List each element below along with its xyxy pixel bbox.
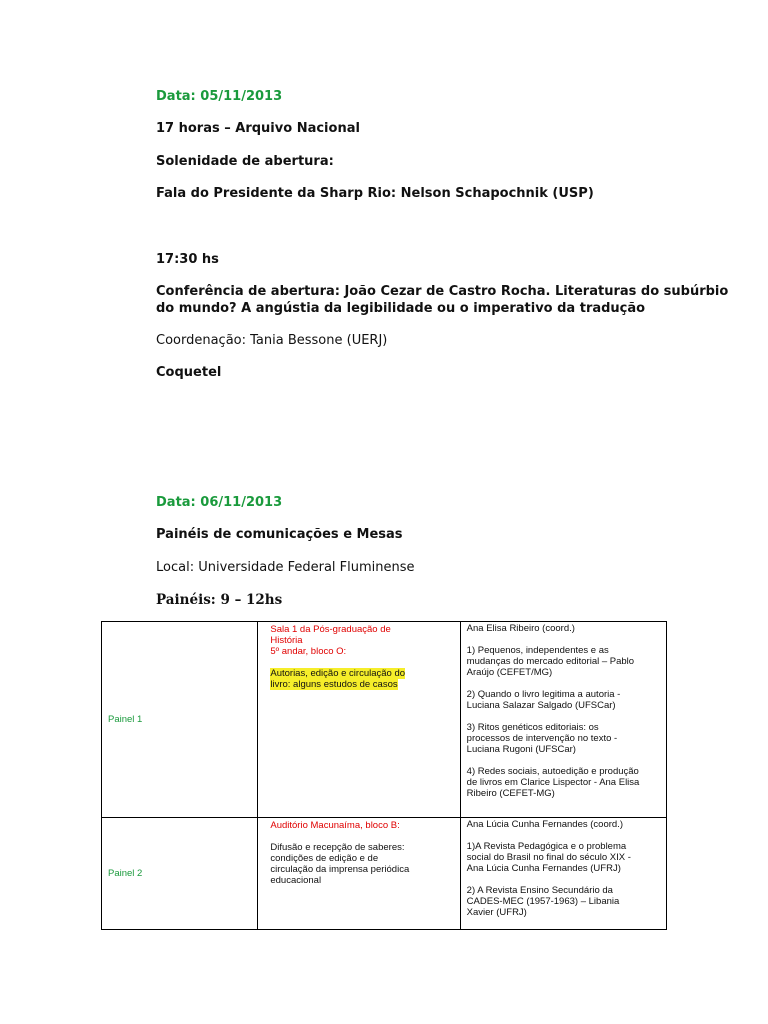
panel-title-line: circulação da imprensa periódica xyxy=(270,864,410,875)
day1-conference-line2: do mundo? A angústia da legibilidade ou o imperativo da tradução xyxy=(156,301,646,316)
day1-coordination: Coordenação: Tania Bessone (UERJ) xyxy=(156,333,388,348)
panel-title-line: livro: alguns estudos de casos xyxy=(270,679,398,690)
panel-label: Painel 2 xyxy=(108,868,143,879)
panel-room-cell xyxy=(258,622,460,818)
room-line: História xyxy=(270,635,303,646)
paper-line: Luciana Rugoni (UFSCar) xyxy=(466,744,576,755)
panel-title-line: Autorias, edição e circulação do xyxy=(270,668,406,679)
panel-title-line: condições de edição e de xyxy=(270,853,379,864)
paper-line: 2) Quando o livro legitima a autoria - xyxy=(466,689,621,700)
day1-ceremony: Solenidade de abertura: xyxy=(156,154,334,169)
panel-title-line: educacional xyxy=(270,875,322,886)
paper-line: Ribeiro (CEFET-MG) xyxy=(466,788,555,799)
day2-date: Data: 06/11/2013 xyxy=(156,495,283,510)
paper-line: de livros em Clarice Lispector - Ana Elisa xyxy=(466,777,640,788)
day2-panels-time: Painéis: 9 – 12hs xyxy=(156,592,283,608)
paper-line: Xavier (UFRJ) xyxy=(466,907,527,918)
paper-line: 1) Pequenos, independentes e as xyxy=(466,645,609,656)
panel-label-cell xyxy=(102,622,258,818)
room-line: 5º andar, bloco O: xyxy=(270,646,347,657)
day2-sessions: Painéis de comunicações e Mesas xyxy=(156,527,403,542)
paper-line: 4) Redes sociais, autoedição e produção xyxy=(466,766,639,777)
paper-line: 3) Ritos genéticos editoriais: os xyxy=(466,722,599,733)
paper-line: Luciana Salazar Salgado (UFSCar) xyxy=(466,700,616,711)
panel-papers-cell xyxy=(460,622,666,818)
table-row xyxy=(102,818,667,930)
panels-table xyxy=(101,621,667,930)
day1-time2: 17:30 hs xyxy=(156,252,219,267)
room-line: Auditório Macunaíma, bloco B: xyxy=(270,820,400,831)
coordinator: Ana Elisa Ribeiro (coord.) xyxy=(466,623,575,634)
paper-line: Ana Lúcia Cunha Fernandes (UFRJ) xyxy=(466,863,621,874)
panel-title-line: Difusão e recepção de saberes: xyxy=(270,842,405,853)
day1-cocktail: Coquetel xyxy=(156,365,222,380)
room-line: Sala 1 da Pós-graduação de xyxy=(270,624,391,635)
paper-line: social do Brasil no final do século XIX - xyxy=(466,852,631,863)
panel-label: Painel 1 xyxy=(108,714,143,725)
paper-line: 1)A Revista Pedagógica e o problema xyxy=(466,841,627,852)
paper-line: CADES-MEC (1957-1963) – Libania xyxy=(466,896,620,907)
panel-label-cell xyxy=(102,818,258,930)
table-row xyxy=(102,622,667,818)
day1-date: Data: 05/11/2013 xyxy=(156,89,283,104)
paper-line: Araújo (CEFET/MG) xyxy=(466,667,553,678)
day1-conference-line1: Conferência de abertura: João Cezar de Castro Rocha. Literaturas do subúrbio xyxy=(156,284,729,299)
coordinator: Ana Lúcia Cunha Fernandes (coord.) xyxy=(466,819,623,830)
day1-speech: Fala do Presidente da Sharp Rio: Nelson Schapochnik (USP) xyxy=(156,186,594,201)
panel-room-cell xyxy=(258,818,460,930)
day1-time-place: 17 horas – Arquivo Nacional xyxy=(156,121,360,136)
paper-line: 2) A Revista Ensino Secundário da xyxy=(466,885,613,896)
day2-location: Local: Universidade Federal Fluminense xyxy=(156,560,415,575)
paper-line: processos de intervenção no texto - xyxy=(466,733,618,744)
paper-line: mudanças do mercado editorial – Pablo xyxy=(466,656,635,667)
panel-papers-cell xyxy=(460,818,666,930)
